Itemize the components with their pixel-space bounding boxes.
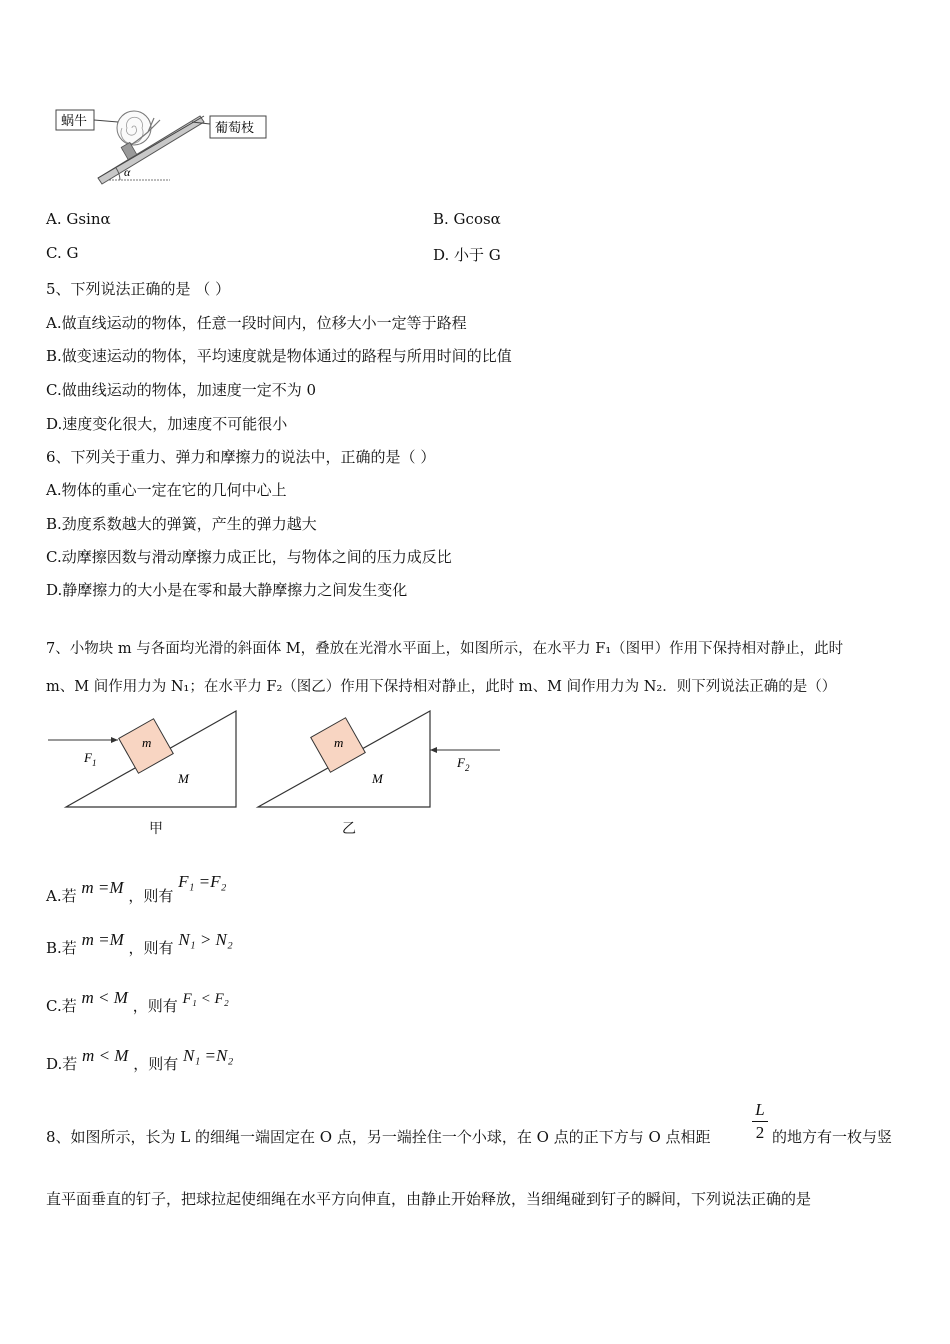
q4-option-b: B. Gcosα: [433, 210, 501, 228]
q6-option-c: C.动摩擦因数与滑动摩擦力成正比，与物体之间的压力成反比: [46, 548, 452, 566]
snail-on-branch-figure: [50, 100, 275, 190]
q8-fraction: [752, 1100, 768, 1143]
q4-option-d: D. 小于 G: [433, 246, 501, 264]
figure-jia: [46, 705, 246, 815]
q7-option-a-mid: ，则有: [128, 887, 174, 905]
q7-option-c-cond: m < M: [81, 988, 128, 1007]
q6-stem: 6、下列关于重力、弹力和摩擦力的说法中，正确的是（ ）: [46, 448, 436, 466]
yi-wedge-label: M: [372, 771, 383, 786]
q8-line1-after: 的地方有一枚与竖: [772, 1128, 893, 1146]
q7-option-d-cond: m < M: [82, 1046, 129, 1065]
q6-option-b: B.劲度系数越大的弹簧，产生的弹力越大: [46, 515, 317, 533]
q7-option-a-cond: m =M: [81, 878, 124, 897]
q8-fraction-denominator: 2: [755, 1123, 765, 1142]
q7-option-b-cond: m =M: [81, 930, 124, 949]
q5-option-c: C.做曲线运动的物体，加速度一定不为 0: [46, 381, 317, 399]
q7-option-b-result: N₁ > N₂: [178, 930, 233, 949]
q8-fraction-bar: [752, 1121, 768, 1122]
q7-stem-line1: 7、小物块 m 与各面均光滑的斜面体 M，叠放在光滑水平面上，如图所示，在水平力 F₁（图甲）作用下保持相对静止，此时: [46, 641, 844, 657]
q7-option-d: [46, 1046, 233, 1074]
jia-wedge-label: M: [178, 771, 189, 786]
q8-line1-before: 8、如图所示，长为 L 的细绳一端固定在 O 点，另一端拴住一个小球，在 O 点的正下方与 O 点相距: [46, 1128, 711, 1146]
q5-option-a: A.做直线运动的物体，任意一段时间内，位移大小一定等于路程: [46, 314, 467, 332]
figure-yi: [252, 705, 512, 815]
q7-option-c-prefix: C.若: [46, 997, 77, 1015]
q5-stem: 5、下列说法正确的是 （ ）: [46, 280, 231, 298]
jia-force-label: $F_1$: [84, 750, 97, 768]
q7-option-a-prefix: A.若: [46, 887, 77, 905]
q4-option-a: A. Gsinα: [46, 210, 111, 228]
angle-label: α: [124, 165, 131, 179]
yi-block-label: m: [334, 735, 344, 750]
figure-yi-caption: 乙: [342, 821, 356, 837]
q7-stem-line2: m、M 间作用力为 N₁；在水平力 F₂（图乙）作用下保持相对静止，此时 m、M 间作用力为 N₂．则下列说法正确的是（）: [46, 679, 837, 695]
branch-label: 葡萄枝: [215, 121, 255, 136]
q7-option-b-prefix: B.若: [46, 939, 77, 957]
q7-option-c-mid: ，则有: [132, 997, 178, 1015]
q8-fraction-numerator: L: [755, 1100, 765, 1119]
q7-option-d-result: N₁ =N₂: [183, 1046, 234, 1065]
q7-option-d-mid: ，则有: [133, 1055, 179, 1073]
q5-option-b: B.做变速运动的物体，平均速度就是物体通过的路程与所用时间的比值: [46, 347, 512, 365]
jia-block-label: m: [142, 735, 152, 750]
figure-jia-caption: 甲: [149, 821, 163, 837]
q6-option-d: D.静摩擦力的大小是在零和最大静摩擦力之间发生变化: [46, 581, 408, 599]
q7-option-c: [46, 988, 229, 1016]
q7-option-a-result: F₁ =F₂: [178, 872, 227, 891]
q4-option-c: C. G: [46, 244, 79, 262]
snail-label: 蜗牛: [61, 114, 88, 129]
q7-option-a: [46, 872, 226, 906]
q8-line2: 直平面垂直的钉子，把球拉起使细绳在水平方向伸直，由静止开始释放，当细绳碰到钉子的瞬间，下列说法正确的是: [46, 1190, 812, 1208]
q7-option-b: [46, 930, 233, 958]
yi-force-label: $F_2$: [457, 755, 470, 773]
q7-option-d-prefix: D.若: [46, 1055, 78, 1073]
q7-option-b-mid: ，则有: [128, 939, 174, 957]
q7-option-c-result: F₁ < F₂: [182, 991, 229, 1007]
q6-option-a: A.物体的重心一定在它的几何中心上: [46, 481, 287, 499]
q5-option-d: D.速度变化很大，加速度不可能很小: [46, 415, 288, 433]
